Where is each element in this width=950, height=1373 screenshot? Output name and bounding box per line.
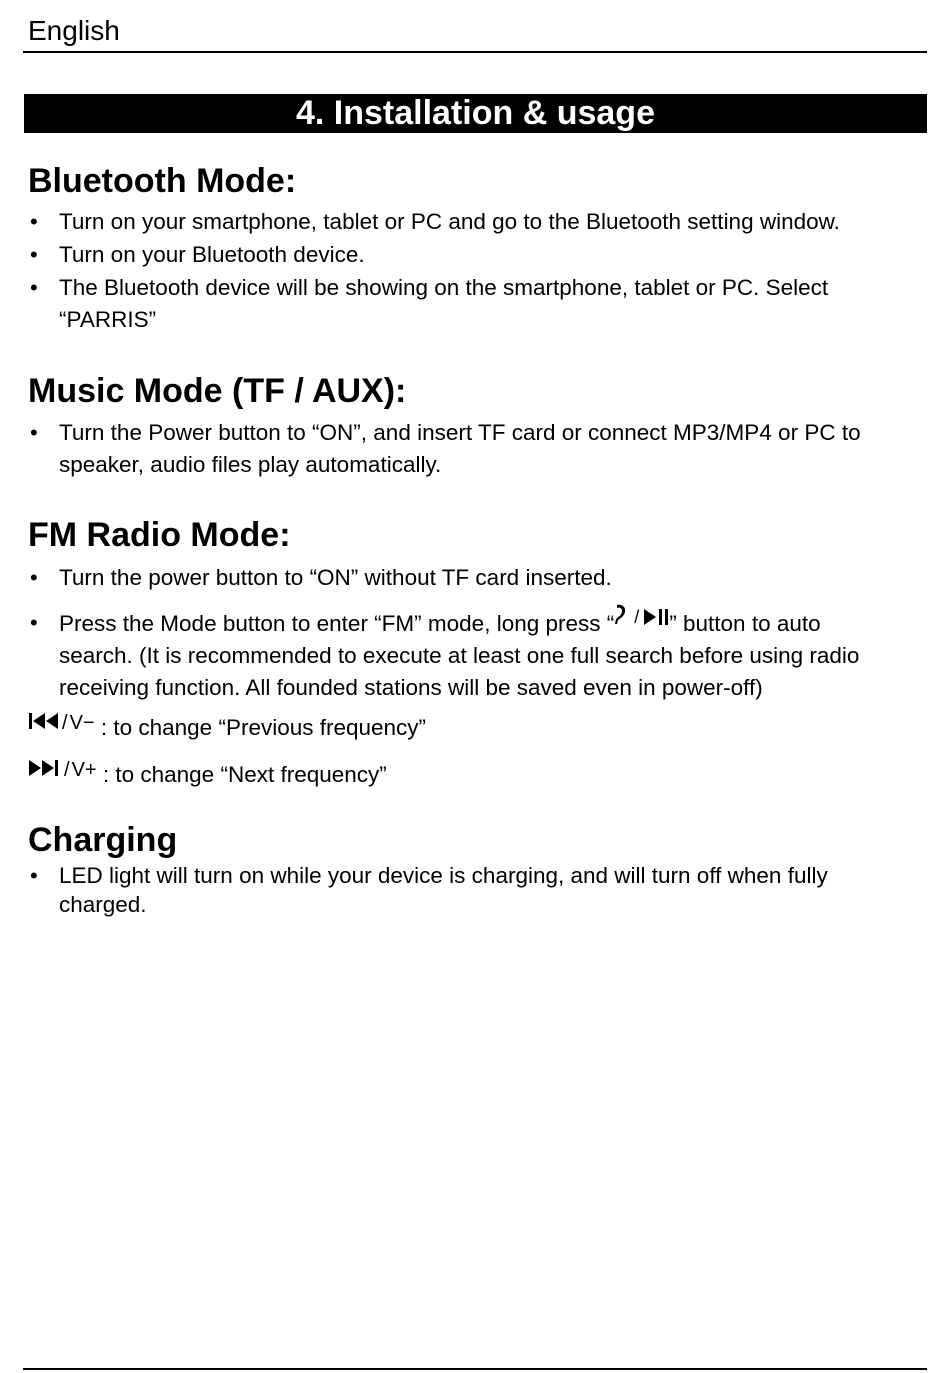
bluetooth-item-1: Turn on your smartphone, tablet or PC and go to the Bluetooth setting window. [59, 209, 840, 234]
header-divider [23, 51, 927, 53]
page-header-language: English [28, 15, 120, 46]
mode-play-pause-icons [614, 603, 669, 630]
bullet-icon: • [30, 420, 38, 445]
volume-up-label: V+ [71, 759, 97, 781]
list-item [28, 562, 900, 594]
bullet-icon: • [30, 863, 38, 888]
next-track-icon [28, 758, 62, 778]
list-item [28, 272, 913, 336]
fm-heading: FM Radio Mode: [28, 516, 291, 554]
bullet-icon: • [30, 610, 38, 635]
list-item [28, 206, 913, 238]
list-item [28, 417, 908, 481]
bluetooth-item-2: Turn on your Bluetooth device. [59, 242, 365, 267]
list-item [28, 607, 900, 704]
bullet-icon: • [30, 242, 38, 267]
list-item [28, 861, 898, 919]
music-item-1: Turn the Power button to “ON”, and insert TF card or connect MP3/MP4 or PC to speaker, audio files play automatically. [59, 420, 861, 477]
charging-item-1: LED light will turn on while your device is charging, and will turn off when fully charged. [59, 863, 828, 917]
bullet-icon: • [30, 209, 38, 234]
fm-list [28, 562, 900, 704]
bluetooth-item-3: The Bluetooth device will be showing on the smartphone, tablet or PC. Select “PARRIS” [59, 275, 829, 332]
footer-divider [23, 1368, 927, 1370]
volume-down-label: V− [69, 712, 95, 734]
next-frequency-text: : to change “Next frequency” [102, 762, 387, 787]
icon-separator: / [634, 607, 640, 627]
bullet-icon: • [30, 275, 38, 300]
phone-icon [614, 603, 630, 627]
icon-separator: / [64, 759, 70, 781]
next-frequency-line [28, 759, 387, 792]
fm-press-after: ” button to auto search. (It is recommended to execute at least one full search before using radio receiving function. All founded stations will be saved even in power-off) [59, 611, 860, 700]
charging-heading: Charging [28, 821, 178, 859]
page-title: 4. Installation & usage [24, 94, 927, 133]
bluetooth-heading: Bluetooth Mode: [28, 162, 297, 200]
bullet-icon: • [30, 565, 38, 590]
music-list [28, 417, 908, 481]
fm-item-1: Turn the power button to “ON” without TF card inserted. [59, 565, 612, 590]
music-heading: Music Mode (TF / AUX): [28, 372, 407, 410]
list-item [28, 239, 913, 271]
charging-list [28, 861, 898, 919]
previous-frequency-text: : to change “Previous frequency” [100, 715, 427, 740]
previous-track-icon [28, 711, 60, 731]
bluetooth-list [28, 206, 913, 336]
play-pause-icon [643, 607, 669, 627]
previous-frequency-line [28, 712, 426, 745]
icon-separator: / [62, 712, 68, 734]
fm-press-before: Press the Mode button to enter “FM” mode, long press “ [59, 611, 615, 636]
